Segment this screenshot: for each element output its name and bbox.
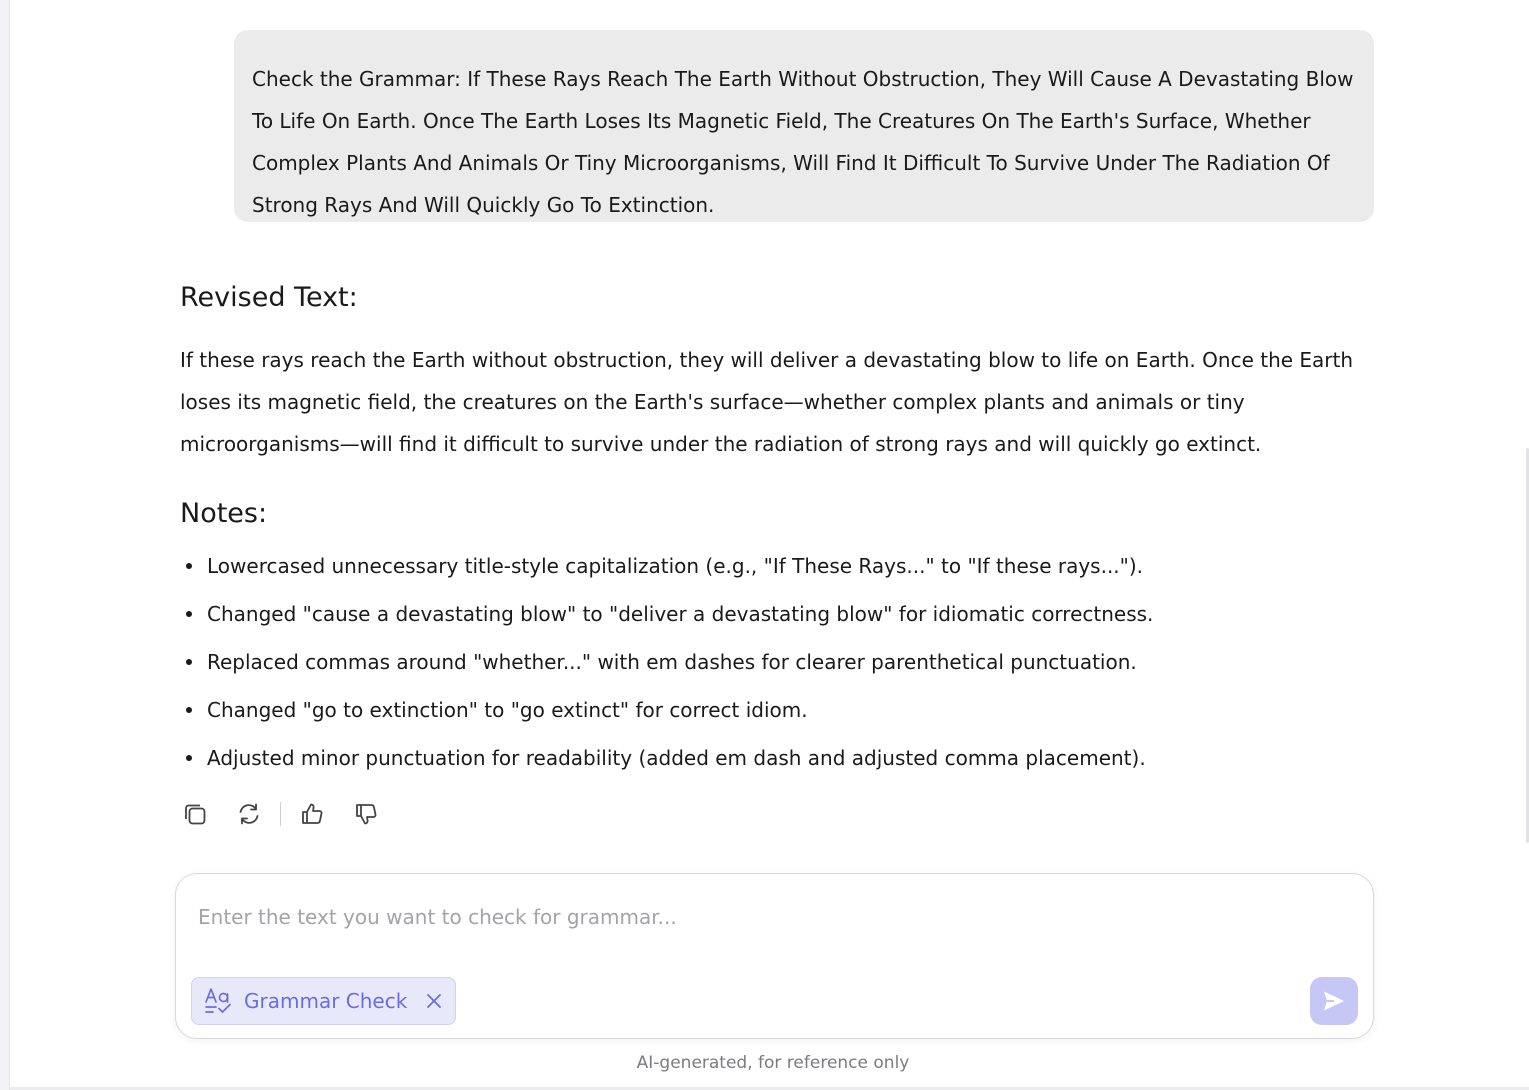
thumbs-up-button[interactable] — [297, 799, 327, 829]
thumbs-up-icon — [299, 801, 325, 827]
send-button[interactable] — [1310, 977, 1358, 1025]
bullet-icon — [186, 659, 192, 665]
note-item — [180, 744, 1375, 792]
chip-close-button[interactable] — [423, 990, 445, 1012]
chip-label: Grammar Check — [244, 989, 408, 1013]
revised-text-heading: Revised Text: — [180, 282, 358, 313]
thumbs-down-button[interactable] — [351, 799, 381, 829]
regenerate-icon — [236, 801, 262, 827]
regenerate-button[interactable] — [234, 799, 264, 829]
note-item — [180, 696, 1375, 744]
grammar-check-chip[interactable] — [191, 977, 456, 1025]
bullet-icon — [186, 755, 192, 761]
notes-list — [180, 552, 1375, 792]
note-text: Changed "cause a devastating blow" to "deliver a devastating blow" for idiomatic correctness. — [207, 602, 1154, 626]
message-actions — [180, 797, 381, 831]
close-icon — [425, 992, 443, 1010]
notes-heading: Notes: — [180, 498, 268, 529]
grammar-input[interactable] — [198, 900, 1338, 934]
note-item — [180, 648, 1375, 696]
copy-icon — [182, 801, 208, 827]
actions-divider — [280, 802, 281, 826]
user-message-bubble — [234, 30, 1374, 222]
copy-button[interactable] — [180, 799, 210, 829]
user-message-text: Check the Grammar: If These Rays Reach The Earth Without Obstruction, They Will Cause A Devastating Blow To Life On Earth. Once The Earth Loses Its Magnetic Field, The Creatures On The Earth's Surface, Whether Complex Plants And Animals Or Tiny Microorganisms, Will Find It Difficult To Survive Under The Radiation Of Strong Rays And Will Quickly Go To Extinction. — [252, 67, 1354, 217]
note-item — [180, 600, 1375, 648]
note-item — [180, 552, 1375, 600]
grammar-icon — [204, 986, 234, 1016]
note-text: Replaced commas around "whether..." with em dashes for clearer parenthetical punctuation. — [207, 650, 1137, 674]
assistant-answer — [180, 280, 1375, 792]
thumbs-down-icon — [353, 801, 379, 827]
revised-text-body: If these rays reach the Earth without obstruction, they will deliver a devastating blow to life on Earth. Once the Earth loses its magnetic field, the creatures on the Earth's surface—whether complex plants and animals or tiny microorganisms—will find it difficult to survive under the radiation of strong rays and will quickly go extinct. — [180, 348, 1354, 456]
note-text: Changed "go to extinction" to "go extinct" for correct idiom. — [207, 698, 808, 722]
send-icon — [1321, 988, 1347, 1014]
bullet-icon — [186, 563, 192, 569]
note-text: Adjusted minor punctuation for readability (added em dash and adjusted comma placement). — [207, 746, 1146, 770]
note-text: Lowercased unnecessary title-style capitalization (e.g., "If These Rays..." to "If these rays..."). — [207, 554, 1144, 578]
composer — [175, 873, 1374, 1039]
bullet-icon — [186, 611, 192, 617]
bullet-icon — [186, 707, 192, 713]
ai-disclaimer: AI-generated, for reference only — [636, 1053, 910, 1073]
left-rail — [0, 0, 10, 1090]
